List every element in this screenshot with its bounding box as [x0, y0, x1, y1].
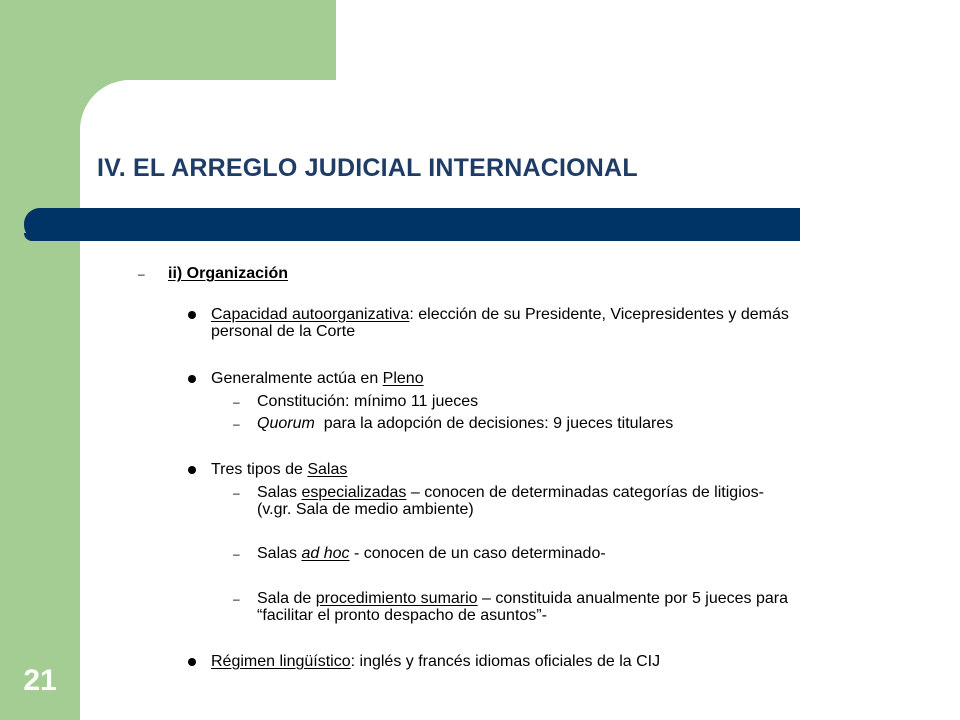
pleno-sub-constitucion: Constitución: mínimo 11 jueces — [257, 393, 479, 410]
item-capacidad — [211, 306, 789, 323]
adhoc-pre: Salas — [257, 545, 302, 562]
quorum-italic: Quorum — [257, 415, 315, 432]
especializadas-link[interactable]: especializadas — [301, 484, 407, 501]
bullet-point — [188, 375, 196, 383]
pleno-text: Generalmente actúa en — [211, 370, 383, 387]
slide-title: IV. EL ARREGLO JUDICIAL INTERNACIONAL — [97, 154, 638, 182]
bullet-point — [188, 466, 196, 474]
dash-marker: – — [138, 267, 145, 281]
adhoc-rest: - conocen de un caso determinado- — [349, 545, 606, 562]
esp-pre: Salas — [257, 484, 302, 501]
slide-number: 21 — [23, 664, 57, 697]
pleno-sub-quorum — [257, 415, 673, 432]
adhoc-link[interactable]: ad hoc — [301, 545, 350, 562]
capacidad-link[interactable]: Capacidad autoorganizativa — [211, 306, 410, 323]
esp-line2: (v.gr. Sala de medio ambiente) — [257, 501, 474, 518]
salas-sumario — [257, 590, 886, 607]
regimen-text: : inglés y francés idiomas oficiales de la CIJ — [350, 653, 661, 670]
bullet-point — [188, 658, 196, 666]
dash-marker: – — [233, 395, 240, 409]
pleno-link[interactable]: Pleno — [382, 370, 424, 387]
salas-especializadas — [257, 484, 886, 501]
sum-rest: – constituida anualmente por 5 jueces para — [477, 590, 788, 607]
item-salas — [211, 461, 347, 478]
sum-line2: “facilitar el pronto despacho de asuntos”- — [257, 607, 547, 624]
quorum-text: para la adopción de decisiones: 9 jueces titulares — [314, 415, 674, 432]
dash-marker: – — [233, 592, 240, 606]
sumario-link[interactable]: procedimiento sumario — [315, 590, 478, 607]
sum-pre: Sala de — [257, 590, 316, 607]
capacidad-line2: personal de la Corte — [211, 323, 356, 340]
esp-rest: – conocen de determinadas categorías de litigios- — [406, 484, 764, 501]
section-heading[interactable]: ii) Organización — [168, 265, 289, 282]
item-pleno — [211, 370, 424, 387]
dash-marker: – — [233, 417, 240, 431]
dash-marker: – — [233, 486, 240, 500]
capacidad-text: : elección de su Presidente, Vicepresidentes y demás — [409, 306, 789, 323]
salas-adhoc — [257, 545, 606, 562]
salas-link[interactable]: Salas — [307, 461, 348, 478]
bullet-point — [188, 311, 196, 319]
salas-text: Tres tipos de — [211, 461, 308, 478]
item-regimen — [211, 653, 660, 670]
regimen-link[interactable]: Régimen lingüístico — [211, 653, 351, 670]
dash-marker: – — [233, 547, 240, 561]
